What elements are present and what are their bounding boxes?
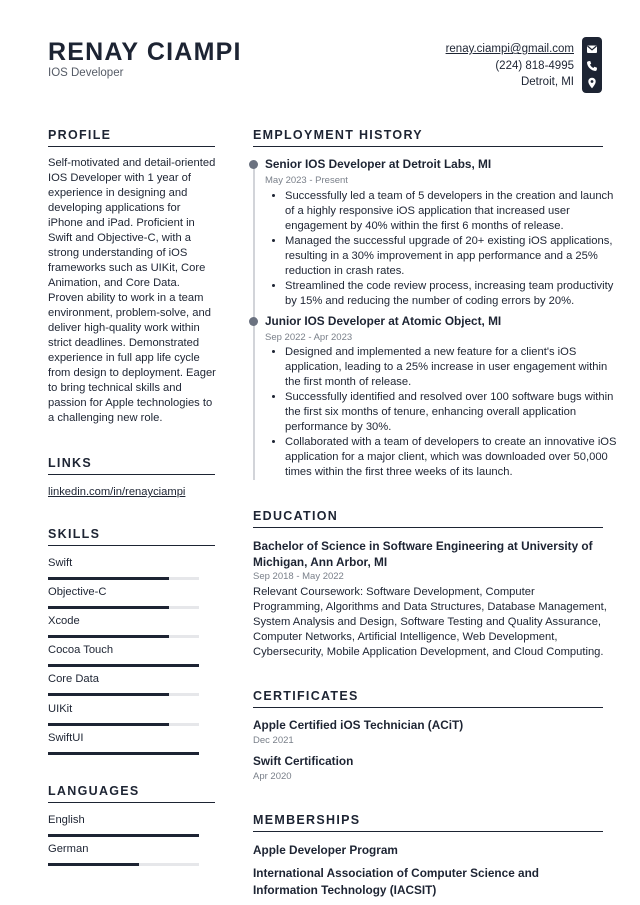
candidate-name: RENAY CIAMPI [48, 38, 242, 66]
language-bar-fill [48, 834, 199, 837]
education-heading: EDUCATION [253, 509, 603, 528]
job-2-title: Junior IOS Developer at Atomic Object, MI [265, 314, 502, 328]
skill-bar-fill [48, 752, 199, 755]
language-label: German [48, 843, 89, 855]
timeline-dot [249, 317, 258, 326]
language-bar-track [48, 834, 199, 837]
timeline-dot [249, 160, 258, 169]
language-item [48, 842, 200, 856]
education-date: Sep 2018 - May 2022 [253, 571, 344, 582]
location: Detroit, MI [520, 76, 574, 88]
membership-item: International Association of Computer Science and Information Technology (IACSIT) [253, 866, 540, 897]
map-pin-icon [586, 76, 598, 88]
skill-label: UIKit [48, 703, 73, 715]
skill-bar-track [48, 664, 199, 667]
email-link[interactable]: renay.ciampi@gmail.com [445, 43, 574, 55]
education-text: Relevant Coursework: Software Development, Computer Programming, Algorithms and Data Structures, Database Management, System Analysis and Design, Software Testing and Quality Assurance, Computer Networks, Artificial Intelligence, Web Development, Cybersecurity, Mobile Application Development, and Cloud Computing. [253, 586, 607, 658]
certificate-date: Apr 2020 [253, 771, 292, 782]
skill-label: Core Data [48, 673, 99, 685]
skill-item [48, 702, 200, 716]
skill-item [48, 731, 200, 745]
skill-item [48, 556, 200, 570]
skill-bar-fill [48, 635, 169, 638]
skill-bar-track [48, 752, 199, 755]
languages-heading: LANGUAGES [48, 784, 215, 803]
skill-item [48, 614, 200, 628]
bullet-item: • Streamlined the code review process, increasing team productivity by 15% and reducing the number of coding errors by 20%. [285, 279, 618, 309]
profile-text: Self-motivated and detail-oriented IOS Developer with 1 year of experience in designing and developing applications for iPhone and iPad. Proficient in Swift and Objective-C, with a strong understanding of iOS frameworks such as UIKit, Core Animation, and Core Data. Proven ability to work in a team environment, problem-solve, and deliver high-quality work within strict deadlines. Demonstrated experience in full app life cycle from design to deployment. Eager to bring technical skills and passion for Apple technologies to a challenging new role. [48, 157, 216, 424]
bullet-item: • Designed and implemented a new feature for a client's iOS application, leading to a 25% increase in user engagement within the first month of release. [285, 345, 618, 390]
skills-heading: SKILLS [48, 527, 215, 546]
skill-label: Xcode [48, 615, 80, 627]
certificate-title: Swift Certification [253, 754, 354, 768]
phone-number: (224) 818-4995 [495, 59, 574, 72]
certificate-date: Dec 2021 [253, 735, 294, 746]
contact-block [314, 41, 574, 91]
job-1-date: May 2023 - Present [265, 175, 348, 186]
skill-bar-fill [48, 693, 169, 696]
skill-bar-fill [48, 664, 199, 667]
skill-item [48, 643, 200, 657]
job-1-bullets [271, 189, 618, 309]
job-2-date: Sep 2022 - Apr 2023 [265, 332, 353, 343]
bullet-item: • Successfully led a team of 5 developers in the creation and launch of a highly responsive iOS application that increased user engagement by 40% within the first 6 months of release. [285, 189, 618, 234]
job-title: IOS Developer [48, 67, 124, 79]
bullet-item: • Managed the successful upgrade of 20+ existing iOS applications, resulting in a 30% improvement in app performance and a 25% reduction in crash rates. [285, 234, 618, 279]
skill-bar-track [48, 693, 199, 696]
skill-label: Cocoa Touch [48, 644, 114, 656]
certificates-heading: CERTIFICATES [253, 689, 603, 708]
language-label: English [48, 814, 85, 826]
employment-heading: EMPLOYMENT HISTORY [253, 128, 603, 147]
skill-bar-fill [48, 723, 169, 726]
bullet-item: • Collaborated with a team of developers to create an innovative iOS application for a major client, which was downloaded over 50,000 times within the first three weeks of its launch. [285, 435, 618, 480]
skill-label: SwiftUI [48, 732, 84, 744]
bullet-item: • Successfully identified and resolved over 100 software bugs within the first six months of tenure, enhancing overall application performance by 30%. [285, 390, 618, 435]
skill-bar-track [48, 606, 199, 609]
skill-item [48, 585, 200, 599]
membership-item: Apple Developer Program [253, 843, 398, 857]
skill-bar-track [48, 723, 199, 726]
job-2-bullets [271, 345, 618, 480]
skill-bar-track [48, 577, 199, 580]
job-1-title: Senior IOS Developer at Detroit Labs, MI [265, 157, 492, 171]
education-title: Bachelor of Science in Software Engineering at University of Michigan, Ann Arbor, MI [253, 539, 593, 569]
skill-bar-fill [48, 606, 169, 609]
phone-icon [586, 59, 598, 71]
certificate-title: Apple Certified iOS Technician (ACiT) [253, 718, 464, 732]
skill-bar-fill [48, 577, 169, 580]
memberships-heading: MEMBERSHIPS [253, 813, 603, 832]
linkedin-link[interactable]: linkedin.com/in/renayciampi [48, 486, 186, 498]
language-item [48, 813, 200, 827]
skill-bar-track [48, 635, 199, 638]
links-heading: LINKS [48, 456, 215, 475]
envelope-icon [586, 42, 598, 54]
skill-label: Objective-C [48, 586, 107, 598]
language-bar-track [48, 863, 199, 866]
contact-icon-bar [582, 37, 602, 93]
skill-label: Swift [48, 557, 73, 569]
profile-heading: PROFILE [48, 128, 215, 147]
language-bar-fill [48, 863, 139, 866]
skill-item [48, 672, 200, 686]
